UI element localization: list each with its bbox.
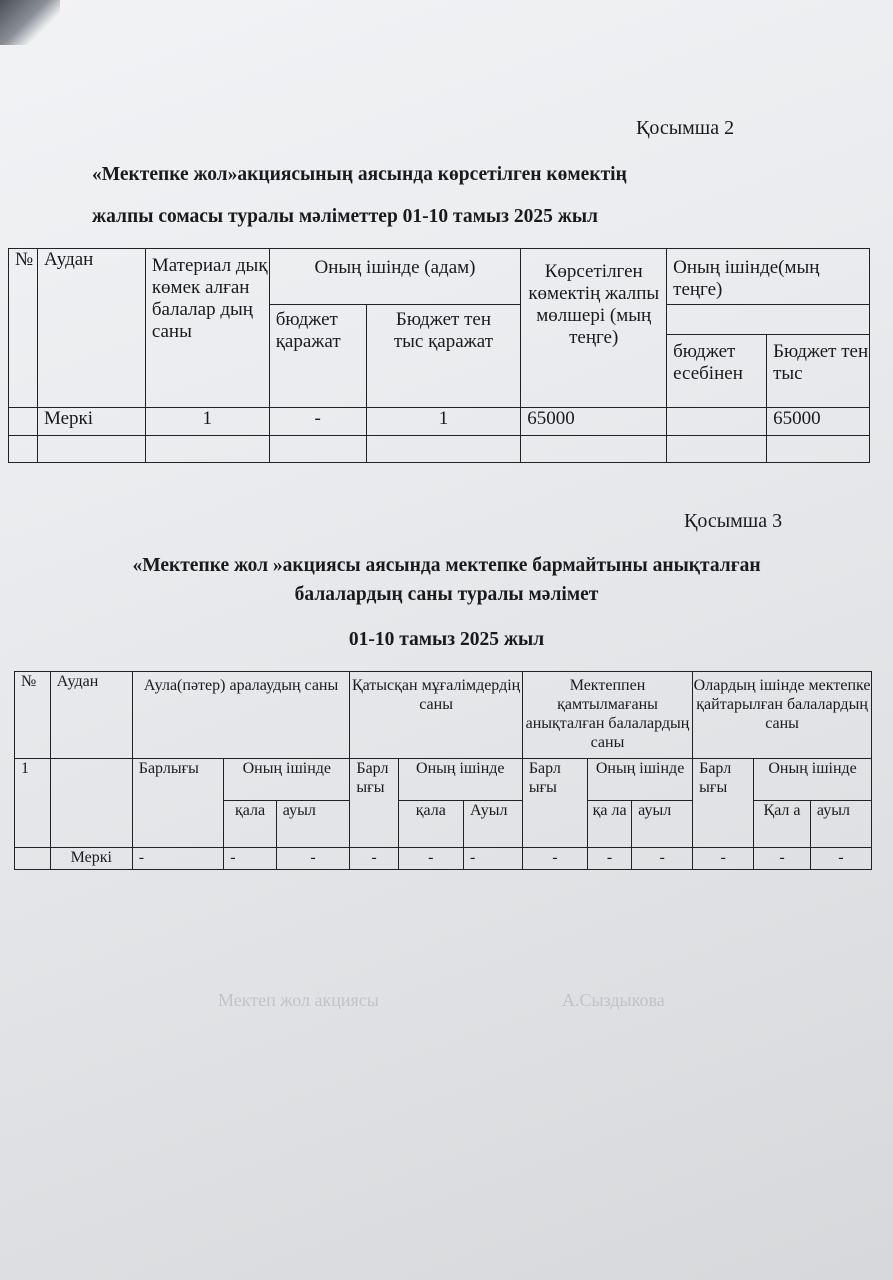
- appendix-2-label: Қосымша 2: [636, 117, 735, 139]
- cell-from-budget: [667, 408, 767, 436]
- cell-no-blank: [15, 848, 51, 870]
- header-city-1: қала: [224, 801, 277, 848]
- bleed-through-line: Мектеп жол акциясы: [218, 990, 379, 1010]
- header-from-budget: бюджет есебінен: [667, 335, 767, 408]
- cell-total: 65000: [521, 408, 667, 436]
- header-district-blank: [50, 759, 132, 848]
- header-spacer: [667, 305, 870, 335]
- header-of-which-b: Оның ішінде: [398, 759, 522, 801]
- header-total-split-2: Барл ығы: [522, 759, 587, 848]
- cell-budget: -: [269, 408, 366, 436]
- header-total-split-3: Барл ығы: [693, 759, 754, 848]
- header-district: Аудан: [50, 672, 132, 759]
- header-total-aid: Көрсетілген көмектің жалпы мөлшері (мың теңге): [521, 249, 667, 408]
- header-apartments: Аула(пәтер) аралаудың саны: [132, 672, 350, 759]
- header-children-count: Материал дық көмек алған балалар дың саны: [145, 249, 269, 408]
- header-offbudget-funds-line2: тыс қаражат: [393, 331, 494, 352]
- cell-value: -: [132, 848, 223, 870]
- cell-value: -: [398, 848, 463, 870]
- header-offbudget-funds: [366, 305, 521, 408]
- children-count-table: [14, 671, 872, 870]
- cell-value: -: [276, 848, 350, 870]
- page-corner-shadow: [0, 0, 60, 45]
- header-of-which-thousand: Оның ішінде(мың теңге): [667, 249, 870, 305]
- header-district: Аудан: [37, 249, 145, 408]
- cell-district: Меркі: [37, 408, 145, 436]
- header-total-full: Барлығы: [132, 759, 223, 848]
- cell-value: -: [522, 848, 587, 870]
- header-of-which-a: Оның ішінде: [224, 759, 350, 801]
- cell-value: -: [754, 848, 811, 870]
- header-budget-funds: бюджет қаражат: [269, 305, 366, 408]
- appendix-3-title-line3: 01-10 тамыз 2025 жыл: [348, 629, 545, 650]
- row-number: 1: [15, 759, 51, 848]
- header-city-3: қа ла: [588, 801, 632, 848]
- header-offbudget-funds-line1: Бюджет тен: [395, 309, 491, 330]
- header-of-which-people: Оның ішінде (адам): [269, 249, 521, 305]
- header-no: №: [9, 249, 38, 408]
- cell-value: -: [350, 848, 398, 870]
- cell-no: [9, 408, 38, 436]
- appendix-2-title-line2: жалпы сомасы туралы мәліметтер 01-10 тамыз 2025 жыл: [92, 206, 599, 227]
- cell-children: 1: [145, 408, 269, 436]
- header-of-which-d: Оның ішінде: [754, 759, 872, 801]
- header-not-covered: Мектеппен қамтылмағаны анықталған балалардың саны: [522, 672, 692, 759]
- header-village-3: ауыл: [632, 801, 693, 848]
- cell-value: -: [224, 848, 277, 870]
- header-city-4: Қал а: [754, 801, 811, 848]
- cell-value: -: [463, 848, 522, 870]
- appendix-3-title-line1: «Мектепке жол »акциясы аясында мектепке бармайтыны анықталған: [132, 555, 761, 576]
- header-city-2: қала: [398, 801, 463, 848]
- cell-offbudget: 1: [366, 408, 521, 436]
- cell-value: -: [632, 848, 693, 870]
- table-row-empty: [9, 436, 870, 463]
- header-teachers: Қатысқан мұғалімдердің саны: [350, 672, 522, 759]
- aid-summary-table: [8, 248, 870, 463]
- bleed-through-signature: А.Сыздыкова: [562, 990, 665, 1010]
- appendix-2-title-line1: «Мектепке жол»акциясының аясында көрсетілген көмектің: [92, 164, 627, 185]
- header-returned: Олардың ішінде мектепке қайтарылған балалардың саны: [693, 672, 872, 759]
- header-of-which-c: Оның ішінде: [588, 759, 693, 801]
- header-total-split-1: Барл ығы: [350, 759, 398, 848]
- cell-district: Меркі: [50, 848, 132, 870]
- cell-value: -: [588, 848, 632, 870]
- cell-value: -: [693, 848, 754, 870]
- header-offbudget: Бюджет тен тыс: [767, 335, 870, 408]
- header-no: №: [15, 672, 51, 759]
- table-row: [9, 408, 870, 436]
- appendix-3-label: Қосымша 3: [684, 510, 783, 532]
- cell-offbudget-sum: 65000: [767, 408, 870, 436]
- cell-value: -: [810, 848, 871, 870]
- header-village-2: Ауыл: [463, 801, 522, 848]
- table-row: [15, 848, 872, 870]
- header-village-4: ауыл: [810, 801, 871, 848]
- header-village-1: ауыл: [276, 801, 350, 848]
- appendix-3-title-line2: балалардың саны туралы мәлімет: [294, 584, 599, 605]
